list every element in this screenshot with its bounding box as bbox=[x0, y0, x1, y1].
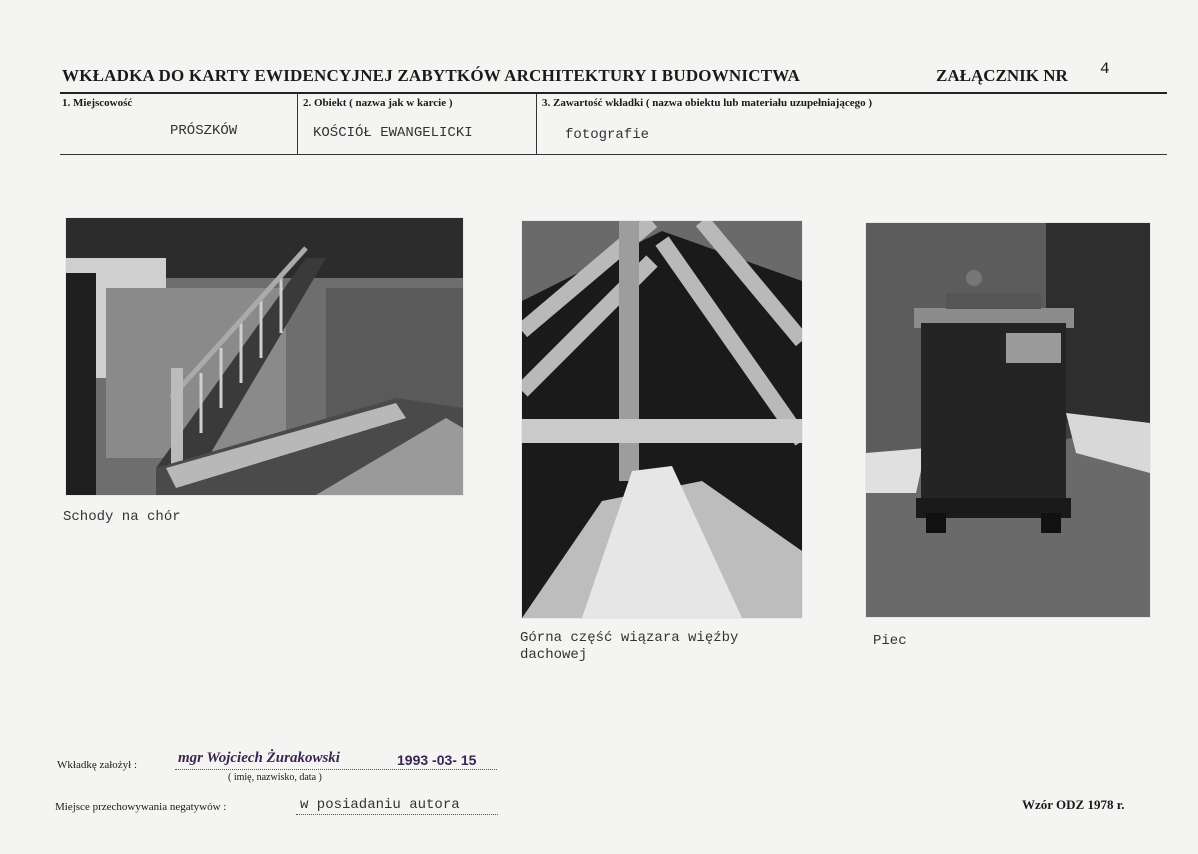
header-rule bbox=[60, 92, 1167, 94]
stove-caption: Piec bbox=[873, 633, 907, 649]
locality-label: 1. Miejscowość bbox=[62, 97, 133, 109]
author-label: Wkładkę założył : bbox=[57, 759, 138, 771]
locality-value: PRÓSZKÓW bbox=[170, 123, 238, 139]
content-label: 3. Zawartość wkładki ( nazwa obiektu lub materiału uzupełniającego ) bbox=[542, 97, 873, 109]
negatives-line bbox=[296, 814, 498, 816]
field-divider-1 bbox=[297, 94, 298, 155]
author-stamp: mgr Wojciech Żurakowski bbox=[178, 750, 340, 766]
form-title: WKŁADKA DO KARTY EWIDENCYJNEJ ZABYTKÓW ARCHITEKTURY I BUDOWNICTWA bbox=[62, 66, 801, 85]
author-line bbox=[175, 769, 497, 771]
field-divider-2 bbox=[536, 94, 537, 155]
staircase-photo bbox=[66, 218, 463, 495]
author-date-stamp: 1993 -03- 15 bbox=[397, 752, 477, 768]
stove-photo bbox=[866, 223, 1150, 617]
form-id: Wzór ODZ 1978 r. bbox=[1022, 797, 1125, 812]
annex-label: ZAŁĄCZNIK NR bbox=[936, 66, 1068, 85]
roof-truss-photo bbox=[522, 221, 802, 618]
fields-bottom-rule bbox=[60, 154, 1167, 155]
object-label: 2. Obiekt ( nazwa jak w karcie ) bbox=[303, 97, 453, 109]
roof-truss-caption-line-2: dachowej bbox=[520, 647, 588, 663]
author-hint: ( imię, nazwisko, data ) bbox=[228, 772, 322, 783]
annex-number: 4 bbox=[1100, 60, 1110, 78]
negatives-label: Miejsce przechowywania negatywów : bbox=[55, 801, 227, 813]
staircase-caption: Schody na chór bbox=[63, 509, 181, 525]
object-value: KOŚCIÓŁ EWANGELICKI bbox=[313, 125, 473, 141]
roof-truss-caption-line-1: Górna część wiązara więźby bbox=[520, 630, 739, 646]
negatives-value: w posiadaniu autora bbox=[300, 797, 460, 813]
content-value: fotografie bbox=[565, 127, 650, 143]
